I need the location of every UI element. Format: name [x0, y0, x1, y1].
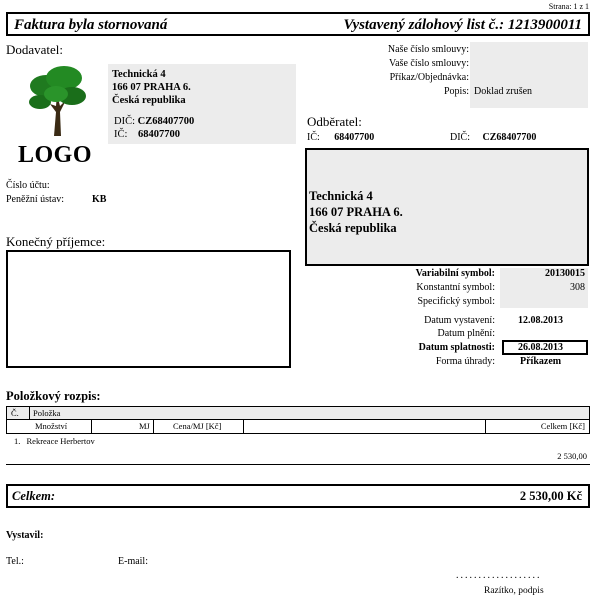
- invoice-header: [6, 12, 590, 36]
- supplier-ic: 68407700: [138, 129, 181, 140]
- final-recipient-box: [6, 250, 291, 368]
- total-value: 2 530,00 Kč: [519, 489, 582, 503]
- final-recipient-label: Konečný příjemce:: [6, 234, 106, 249]
- customer-dic: CZ68407700: [482, 132, 537, 143]
- issue-date: 12.08.2013: [518, 315, 563, 326]
- customer-street: Technická 4: [309, 189, 373, 203]
- col-item: Položka: [33, 408, 61, 418]
- page-number: Strana: 1 z 1: [548, 2, 589, 11]
- items-table-header: [6, 406, 590, 434]
- storno-notice: Faktura byla stornovaná: [14, 17, 168, 33]
- performance-date-label: Datum plnění:: [437, 328, 495, 339]
- customer-city: 166 07 PRAHA 6.: [309, 205, 403, 219]
- total-bar: [6, 484, 590, 508]
- description-value: Doklad zrušen: [474, 86, 533, 97]
- email-label: E-mail:: [118, 556, 148, 567]
- supplier-label: Dodavatel:: [6, 42, 64, 57]
- due-date-box: [502, 340, 588, 355]
- constant-symbol: 308: [570, 282, 585, 293]
- items-divider: [6, 464, 590, 465]
- total-label: Celkem:: [12, 489, 56, 503]
- supplier-dic: CZ68407700: [137, 116, 195, 127]
- payment-method-label: Forma úhrady:: [435, 356, 495, 367]
- items-title: Položkový rozpis:: [6, 389, 101, 403]
- description-label: Popis:: [443, 86, 469, 97]
- customer-label: Odběratel:: [307, 114, 362, 129]
- due-date: 26.08.2013: [518, 342, 563, 353]
- constant-symbol-label: Konstantní symbol:: [416, 282, 495, 293]
- account-label: Číslo účtu:: [6, 180, 50, 191]
- supplier-address-box: [108, 64, 296, 144]
- variable-symbol: 20130015: [545, 268, 585, 279]
- customer-ic: 68407700: [334, 132, 375, 143]
- due-date-label: Datum splatnosti:: [418, 342, 495, 353]
- tree-logo-icon: [26, 64, 88, 136]
- customer-dic-label: DIČ:: [450, 132, 470, 143]
- payment-method: Příkazem: [520, 356, 562, 367]
- variable-symbol-label: Variabilní symbol:: [415, 268, 495, 279]
- logo-text: LOGO: [18, 142, 93, 168]
- your-contract-label: Vaše číslo smlouvy:: [389, 58, 469, 69]
- order-label: Příkaz/Objednávka:: [389, 72, 469, 83]
- document-number: Vystavený zálohový list č.: 1213900011: [343, 17, 582, 33]
- supplier-city: 166 07 PRAHA 6.: [112, 82, 191, 93]
- col-unit: MJ: [139, 421, 150, 431]
- supplier-country: Česká republika: [112, 95, 186, 106]
- col-number: Č.: [11, 408, 19, 418]
- table-row: [14, 436, 95, 446]
- customer-address-box: [305, 148, 589, 266]
- supplier-ic-label: IČ:: [114, 129, 128, 140]
- supplier-street: Technická 4: [112, 69, 166, 80]
- issued-by-label: Vystavil:: [6, 530, 44, 541]
- reference-values-box: [470, 42, 588, 108]
- issue-date-label: Datum vystavení:: [424, 315, 495, 326]
- our-contract-label: Naše číslo smlouvy:: [387, 44, 469, 55]
- tel-label: Tel.:: [6, 556, 24, 567]
- specific-symbol-label: Specifický symbol:: [417, 296, 495, 307]
- signature-line: ...................: [456, 570, 542, 581]
- col-total: Celkem [Kč]: [540, 421, 585, 431]
- col-unit-price: Cena/MJ [Kč]: [173, 421, 222, 431]
- customer-country: Česká republika: [309, 221, 397, 235]
- stamp-signature-label: Razítko, podpis: [484, 586, 544, 596]
- supplier-dic-label: DIČ:: [114, 116, 135, 127]
- col-quantity: Množství: [35, 421, 68, 431]
- bank-value: KB: [92, 194, 107, 205]
- customer-ic-label: IČ:: [307, 132, 320, 143]
- item-total: 2 530,00: [557, 451, 587, 461]
- item-number: 1.: [14, 436, 21, 446]
- item-name: Rekreace Herbertov: [26, 436, 95, 446]
- bank-label: Peněžní ústav:: [6, 194, 65, 205]
